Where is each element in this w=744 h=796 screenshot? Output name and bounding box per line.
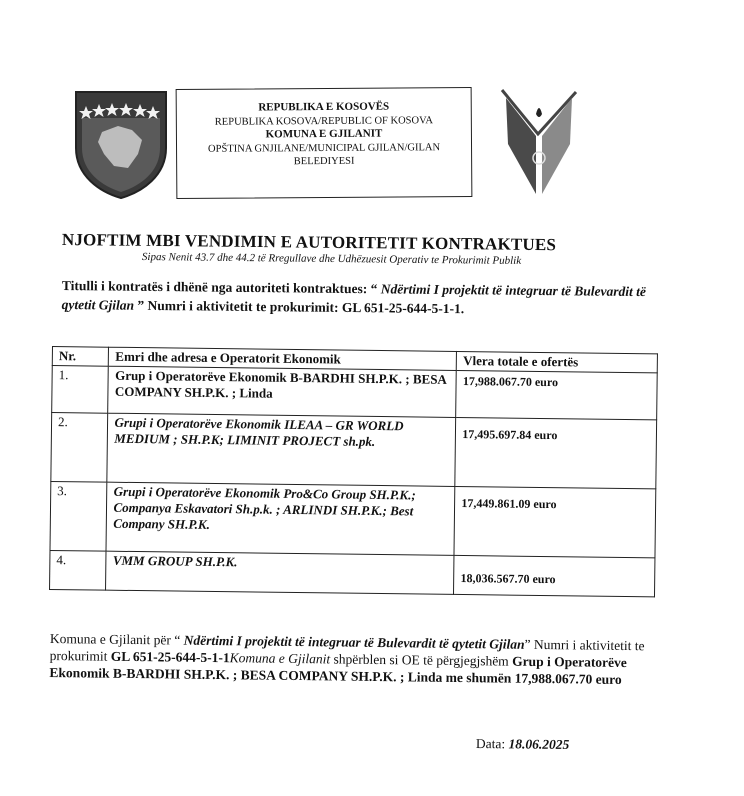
row-operator: VMM GROUP SH.P.K. — [106, 551, 454, 594]
row-value: 17,988.067.70 euro — [462, 374, 559, 390]
award-part-1: Komuna e Gjilanit për “ — [49, 630, 184, 648]
header-line-3: KOMUNA E GJILANIT — [265, 127, 383, 141]
award-winner: Grup i Operatorëve Ekonomik B-BARDHI SH.P.K. ; BESA COMPANY SH.P.K. ; Linda me shumën 17,988.067.70 euro — [49, 653, 627, 687]
document-title: NJOFTIM MBI VENDIMIN E AUTORITETIT KONTRAKTUES — [61, 230, 557, 255]
award-part-6: shpërblen si OE të përgjegjshëm — [330, 651, 513, 669]
award-authority: Komuna e Gjilanit — [229, 650, 331, 667]
row-nr: 2. — [51, 413, 108, 483]
table-row — [51, 413, 657, 489]
row-operator: Grup i Operatorëve Ekonomik B-BARDHI SH.P.K. ; BESA COMPANY SH.P.K. ; Linda — [108, 366, 456, 417]
row-value-cell — [454, 486, 656, 557]
row-value-cell — [454, 555, 655, 596]
row-value: 18,036.567.70 euro — [460, 571, 556, 587]
row-operator: Grupi i Operatorëve Ekonomik Pro&Co Group SH.P.K.; Companya Eskavatori Sh.p.k. ; ARLINDI SH.P.K.; Best Company SH.P.K. — [106, 482, 455, 555]
row-value: 17,449.861.09 euro — [461, 496, 557, 512]
table-row — [50, 481, 656, 557]
kosovo-emblem-icon — [72, 88, 170, 200]
date-label: Data: — [475, 736, 509, 752]
table-row — [50, 550, 655, 596]
header-value: Vlera totale e ofertës — [457, 351, 658, 372]
contract-prefix: Titulli i kontratës i dhënë nga autoriteti kontraktues: “ — [61, 277, 381, 297]
header-line-1: REPUBLIKA E KOSOVËS — [258, 100, 390, 114]
award-paragraph — [49, 630, 670, 689]
document-subtitle: Sipas Nenit 43.7 dhe 44.2 të Rregullave dhe Udhëzuesit Operativ te Prokurimit Publik — [141, 251, 522, 267]
award-procurement-number: GL 651-25-644-5-1-1 — [110, 648, 230, 666]
header-nr: Nr. — [52, 347, 109, 367]
award-part-3: ” Numri i aktivitetit te prokurimit — [49, 636, 645, 664]
table-row — [52, 366, 658, 420]
contract-suffix: ” Numri i aktivitetit te prokurimit: GL 651-25-644-5-1-1. — [133, 297, 465, 317]
award-project-name: Ndërtimi I projektit të integruar të Bulevardit të qytetit Gjilan — [183, 632, 525, 652]
header-line-2: REPUBLIKA KOSOVA/REPUBLIC OF KOSOVA — [214, 114, 433, 128]
row-value: 17,495.697.84 euro — [462, 427, 558, 443]
row-nr: 1. — [52, 366, 109, 414]
header-operator: Emri dhe adresa e Operatorit Ekonomik — [109, 347, 457, 370]
row-nr: 4. — [50, 550, 107, 590]
row-nr: 3. — [50, 481, 107, 551]
contract-name: Ndërtimi I projektit të integruar të Bulevardit të qytetit Gjilan — [61, 281, 646, 313]
document-date — [476, 736, 570, 753]
row-operator: Grupi i Operatorëve Ekonomik ILEAA – GR WORLD MEDIUM ; SH.P.K; LIMINIT PROJECT sh.pk. — [107, 413, 456, 486]
municipality-logo-icon — [496, 84, 582, 204]
row-value-cell — [456, 370, 657, 419]
header-line-4: OPŠTINA GNJILANE/MUNICIPAL GJILAN/GILAN — [207, 141, 441, 155]
row-value-cell — [455, 417, 657, 488]
header-line-5: BELEDIYESI — [293, 155, 355, 168]
date-value: 18.06.2025 — [508, 736, 570, 752]
offers-table — [49, 346, 658, 597]
contract-title-paragraph — [62, 276, 662, 320]
institution-header — [176, 87, 473, 199]
